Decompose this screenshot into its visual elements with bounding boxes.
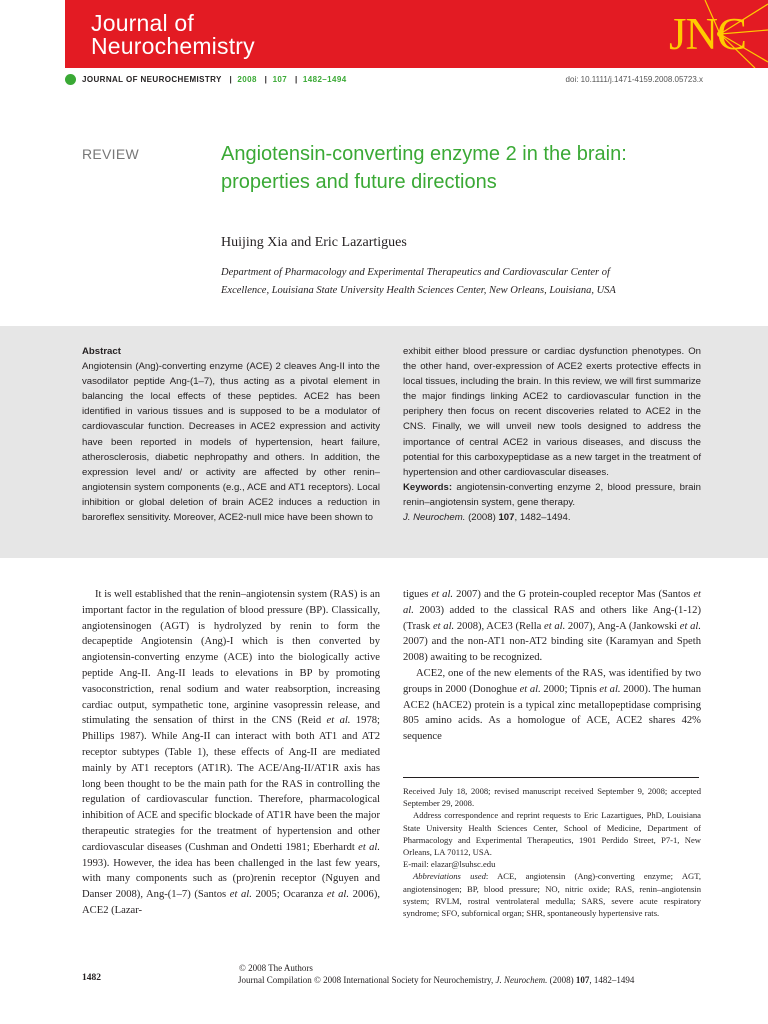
footnote-divider <box>403 777 699 778</box>
body-right-column <box>403 587 701 745</box>
body-paragraph: It is well established that the renin–angiotensin system (RAS) is an important factor in the regulation of blood pressure (BP). Classically, angiotensinogen (AGT) is hydrolyzed by renin to form the decapeptide Angiotensin (Ang)-I which is then converted by angiotensin-converting enzyme (ACE) into the biologically active peptide Ang-II. Ang-II leads to elevations in BP by promoting vasoconstriction, renal sodium and water reabsorption, increasing cardiac output, sympathetic tone, arginine vasopressin release, and stimulating the sensation of thirst in the CNS (Reid et al. 1978; Phillips 1987). While Ang-II can interact with both AT1 and AT2 receptor subtypes (Table 1), these effects of Ang-II are mediated mainly by AT1 receptors (AT1R). The ACE/Ang-II/AT1R axis has long been thought to be the main path for the RAS in controlling the regulation of cardiovascular function. Therefore, pharmacological inhibition of ACE and specific blockade of AT1R have been the major therapeutic strategies for the treatment of hypertension and other cardiovascular diseases (Cushman and Ondetti 1981; Eberhardt et al. 1993). However, the idea has been challenged in the last few years, with many components such as (pro)renin receptor (Nguyen and Danser 2008), Ang-(1–7) (Santos et al. 2005; Ocaranza et al. 2006), ACE2 (Lazar- <box>82 589 381 916</box>
doi-link[interactable]: doi: 10.1111/j.1471-4159.2008.05723.x <box>565 75 703 84</box>
meta-pages: 1482–1494 <box>302 75 347 84</box>
correspondence-address: Address correspondence and reprint requests to Eric Lazartigues, PhD, Louisiana State University Health Sciences Center, School of Medicine, Department of Pharmacology and Experimental Therapeutics, 1901 Perdido Street, P7-1, New Orleans, LA 70112, USA. <box>403 810 701 858</box>
journal-meta-info: JOURNAL OF NEUROCHEMISTRY | 2008 | 107 | 1482–1494 <box>82 75 347 84</box>
footnotes <box>403 785 701 919</box>
article-type-label: REVIEW <box>82 146 140 162</box>
abstract-heading: Abstract <box>82 346 121 357</box>
copyright-notice: © 2008 The Authors Journal Compilation © 2008 International Society for Neurochemistry, J. Neurochem. (2008) 107, 1482–1494 <box>238 963 635 985</box>
abstract-box <box>0 326 768 558</box>
abstract-text-right: exhibit either blood pressure or cardiac dysfunction phenotypes. On the other hand, over-expression of ACE2 exerts protective effects in local tissues, including the brain. In this review, we will first summarize the major findings linking ACE2 to cardiovascular function in the periphery then focus on recent discoveries related to ACE2 in the CNS. Finally, we will unveil new tools designed to address the importance of central ACE2 in various diseases, and discuss the potential for this carboxypeptidase as a new target in the treatment of hypertension and other cardiovascular diseases. <box>403 346 701 478</box>
abbreviations: Abbreviations used: ACE, angiotensin (Ang)-converting enzyme; AGT, angiotensinogen; BP, blood pressure; NO, nitric oxide; RAS, renin–angiotensin system; RVLM, rostral ventrolateral medulla; SARS, severe acute respiratory syndrome; SFO, subfornical organ; SHR, spontaneously hypertensive rats. <box>403 871 701 919</box>
author-email[interactable]: E-mail: elazar@lsuhsc.edu <box>403 859 496 870</box>
abstract-text-left: Angiotensin (Ang)-converting enzyme (ACE) 2 cleaves Ang-II into the vasodilator peptide Ang-(1–7), thus acting as a pivotal element in balancing the local effects of these peptides. ACE2 has been identified in various tissues and is supposed to be a modulator of cardiovascular function. Decreases in ACE2 expression and activity have been reported in models of hypertension, heart failure, atherosclerosis, diabetic nephropathy and others. In addition, the expression level and/ or activity are affected by other renin–angiotensin system components (e.g., ACE and AT1 receptors). Local inhibition or global deletion of brain ACE2 induces a reduction in baroreflex sensitivity. Moreover, ACE2-null mice have been shown to <box>82 361 380 524</box>
journal-title: Journal of Neurochemistry <box>91 10 255 59</box>
body-paragraph: tigues et al. 2007) and the G protein-coupled receptor Mas (Santos et al. 2003) added to the classical RAS and others like Ang-(1-12) (Trask et al. 2008), ACE3 (Rella et al. 2007), Ang-A (Jankowski et al. 2007) and the non-AT1 non-AT2 binding site (Karamyan and Speth 2008) awaiting to be recognized. <box>403 589 702 664</box>
received-dates: Received July 18, 2008; revised manuscript received September 9, 2008; accepted September 29, 2008. <box>403 786 701 809</box>
meta-year: 2008 <box>237 75 257 84</box>
jnc-logo: JNC <box>668 9 746 59</box>
abstract-citation: J. Neurochem. (2008) 107, 1482–1494. <box>403 512 571 524</box>
keywords-text: angiotensin-converting enzyme 2, blood pressure, brain renin–angiotensin system, gene therapy. <box>403 481 701 508</box>
author-affiliation: Department of Pharmacology and Experimental Therapeutics and Cardiovascular Center of Excellence, Louisiana State University Health Sciences Center, New Orleans, Louisiana, USA <box>221 267 616 296</box>
keywords-label: Keywords: <box>403 481 453 493</box>
abstract-left-column <box>82 344 380 525</box>
journal-banner <box>65 0 768 68</box>
article-title: Angiotensin-converting enzyme 2 in the brain: properties and future directions <box>221 143 627 193</box>
body-paragraph: ACE2, one of the new elements of the RAS, was identified by two groups in 2000 (Donoghue et al. 2000; Tipnis et al. 2000). The human ACE2 (hACE2) protein is a typical zinc metallopeptidase comprising 805 amino acids. As a homologue of ACE, ACE2 shares 42% sequence <box>403 667 702 743</box>
article-authors: Huijing Xia and Eric Lazartigues <box>221 235 407 250</box>
journal-meta-line <box>65 73 705 87</box>
body-left-column <box>82 587 380 919</box>
meta-volume: 107 <box>272 75 288 84</box>
page-number: 1482 <box>82 973 101 983</box>
green-dot-icon <box>65 74 76 85</box>
abstract-right-column <box>403 344 701 525</box>
